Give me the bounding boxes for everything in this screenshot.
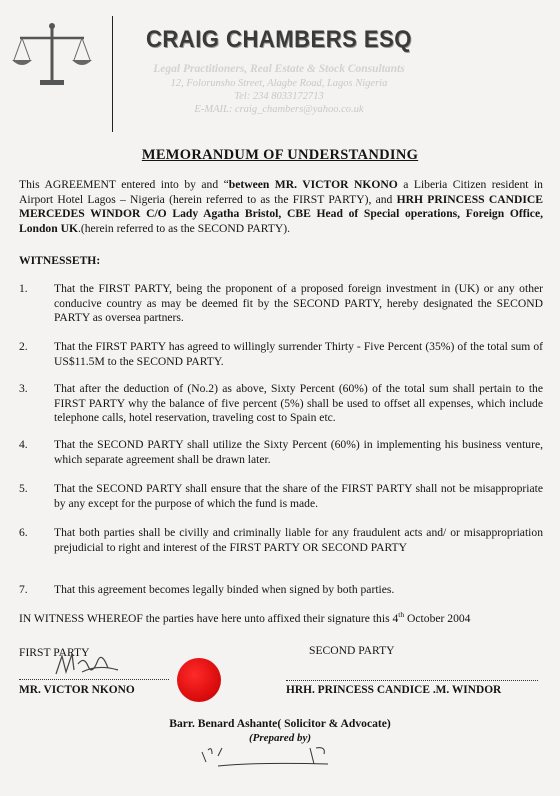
prepared-by-label: (Prepared by)	[248, 732, 311, 744]
intro-text-2: a Liberia Citizen resident in Airport Hotel Lagos – Nigeria (herein referred to as the FIRST PARTY), and	[19, 178, 543, 206]
first-party-signature-icon	[52, 650, 122, 680]
clause-number: 7.	[19, 583, 28, 596]
clause-number: 1.	[19, 282, 28, 295]
clause-text: That the SECOND PARTY shall utilize the Sixty Percent (60%) in implementing his business venture, which separate agreement shall be drawn later.	[54, 438, 543, 466]
intro-text-1: This AGREEMENT entered into by and “	[19, 178, 229, 191]
solicitor-name: Barr. Benard Ashante( Solicitor & Advocate)	[169, 717, 391, 730]
document-title: MEMORANDUM OF UNDERSTANDING	[141, 147, 419, 163]
second-party-label: SECOND PARTY	[309, 644, 395, 657]
in-witness-date: October 2004	[404, 611, 471, 625]
first-party-name: MR. VICTOR NKONO	[19, 684, 135, 696]
clause-text: That the FIRST PARTY, being the proponent of a proposed foreign investment in (UK) or any other conducive country as may be deemed fit by the SECOND PARTY, hereby designated the SECOND PARTY as oversea partners.	[54, 282, 543, 325]
red-seal-icon	[177, 658, 221, 702]
first-party-signature-line	[19, 679, 169, 680]
clause-number: 2.	[19, 340, 28, 353]
intro-paragraph	[19, 178, 543, 236]
firm-phone: Tel: 234 8033172713	[234, 91, 324, 102]
clause-number: 6.	[19, 526, 28, 539]
clause-text: That after the deduction of (No.2) as above, Sixty Percent (60%) of the total sum shall pertain to the FIRST PARTY why the balance of five percent (5%) shall be used to offset all expenses, which include telephone calls, hotel reservation, traveling cost to Spain etc.	[54, 382, 543, 425]
in-witness-statement	[19, 610, 470, 625]
clause-text: That the FIRST PARTY has agreed to willingly surrender Thirty - Five Percent (35%) of the total sum of US$11.5M to the SECOND PARTY.	[54, 340, 543, 368]
first-party-label: FIRST PARTY	[19, 646, 90, 659]
clause-text: That the SECOND PARTY shall ensure that the share of the FIRST PARTY shall not be misappropriate by any except for the purpose of which the fund is made.	[54, 482, 543, 510]
second-party-name: HRH. PRINCESS CANDICE .M. WINDOR	[286, 684, 502, 696]
clause-number: 4.	[19, 438, 28, 451]
firm-tagline: Legal Practitioners, Real Estate & Stock Consultants	[153, 63, 405, 75]
solicitor-signature-icon	[198, 742, 348, 772]
scales-of-justice-icon	[12, 20, 92, 92]
witnesseth-heading: WITNESSETH:	[19, 254, 101, 267]
firm-address: 12, Folorunsho Street, Alagbe Road, Lagos Nigeria	[170, 78, 388, 89]
intro-second-party: HRH PRINCESS CANDICE MERCEDES WINDOR C/O Lady Agatha Bristol, CBE Head of Special operations, Foreign Office, London UK	[19, 192, 544, 235]
letterhead-divider	[112, 16, 113, 132]
firm-name: CRAIG CHAMBERS ESQ	[146, 26, 412, 53]
clause-number: 3.	[19, 382, 28, 395]
clause-text: That both parties shall be civilly and criminally liable for any fraudulent acts and/ or misappropriation prejudicial to right and interest of the FIRST PARTY OR SECOND PARTY	[54, 526, 543, 554]
intro-first-party: between MR. VICTOR NKONO	[228, 178, 398, 191]
in-witness-text: IN WITNESS WHEREOF the parties have here unto affixed their signature this 4	[19, 611, 399, 625]
second-party-signature-line	[286, 680, 538, 681]
clause-number: 5.	[19, 482, 28, 495]
intro-text-3: .(herein referred to as the SECOND PARTY).	[77, 221, 290, 235]
date-ordinal: th	[398, 610, 405, 619]
clause-text: That this agreement becomes legally binded when signed by both parties.	[54, 583, 395, 596]
firm-email: E-MAIL: craig_chambers@yahoo.co.uk	[194, 104, 364, 115]
letterhead	[0, 0, 560, 140]
